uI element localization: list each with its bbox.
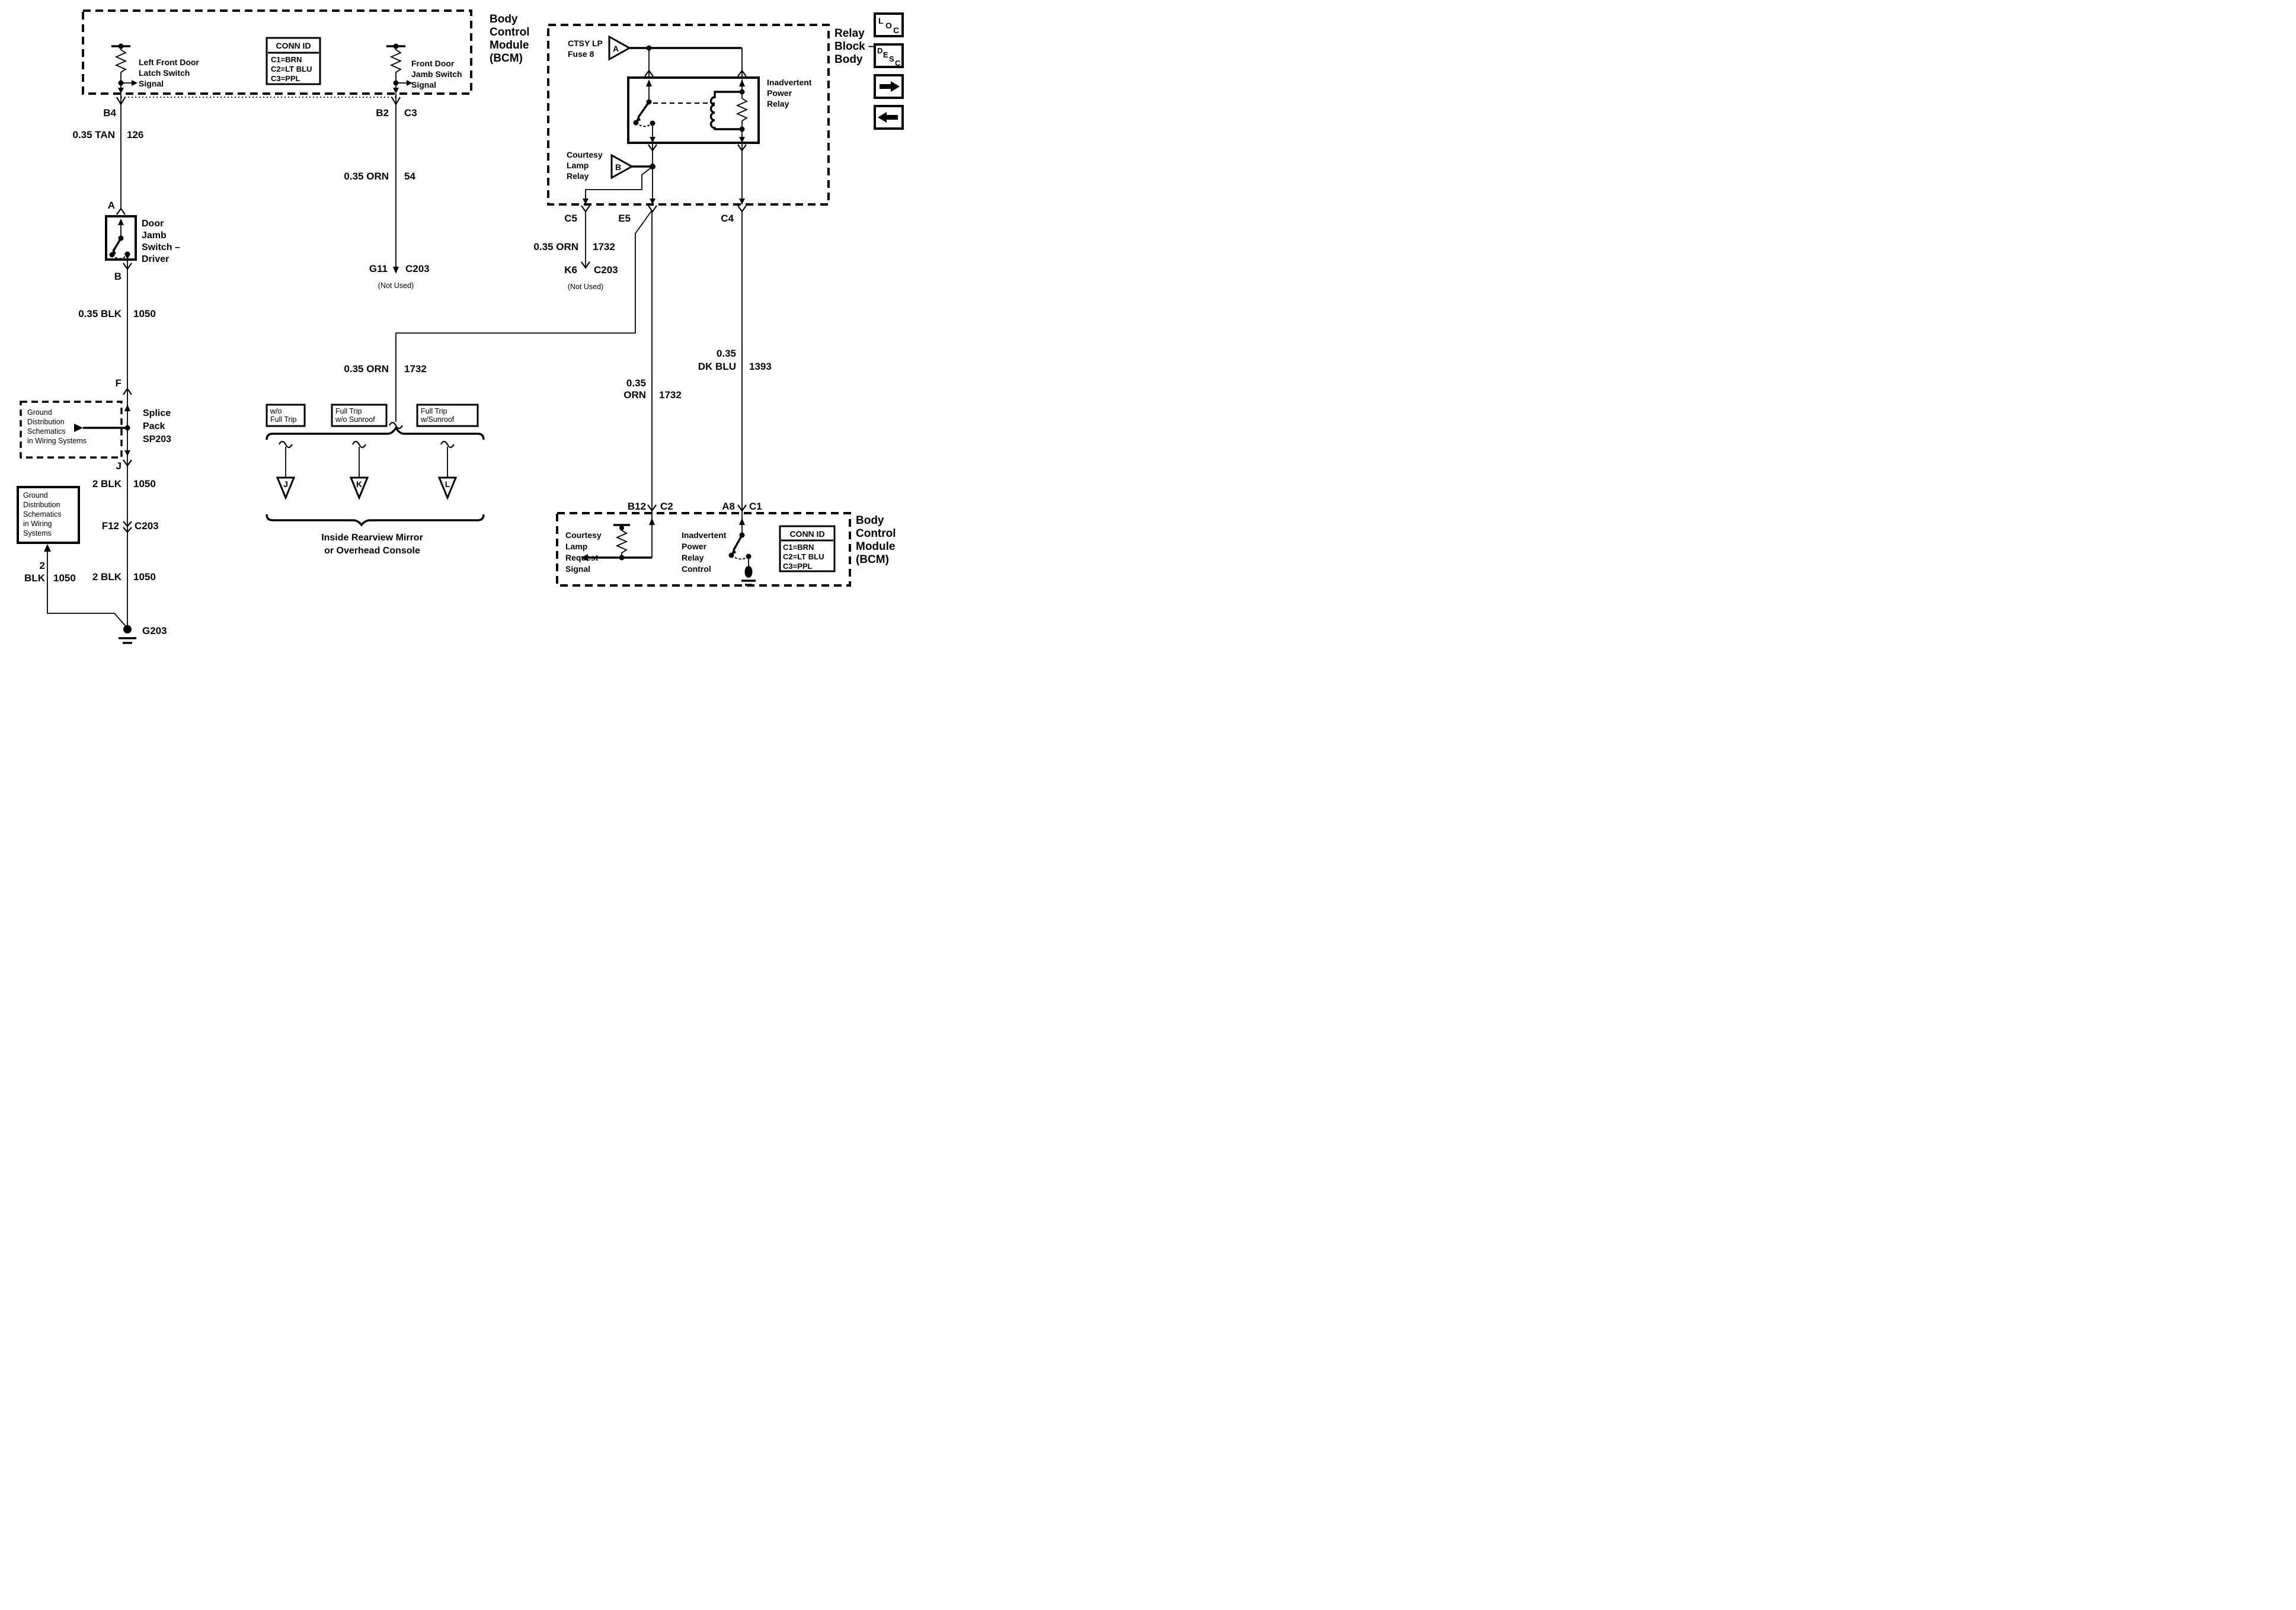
loc-button[interactable]: [875, 14, 903, 36]
connector-chevron: [581, 206, 590, 212]
connector-chevron: [117, 209, 125, 215]
svg-text:Signal: Signal: [139, 79, 164, 88]
svg-text:Lamp: Lamp: [567, 161, 589, 170]
svg-text:(BCM): (BCM): [490, 52, 523, 65]
nav-icons: [875, 14, 903, 129]
svg-text:B: B: [615, 162, 622, 172]
svg-text:L: L: [445, 479, 450, 489]
pin-a: A: [107, 200, 115, 211]
svg-text:Pack: Pack: [143, 421, 165, 431]
svg-text:Fuse 8: Fuse 8: [568, 49, 594, 59]
relay-control-label: Inadvertent: [682, 530, 727, 540]
svg-text:Switch –: Switch –: [142, 242, 180, 252]
relay-block-module: [548, 25, 875, 224]
svg-text:C3=PPL: C3=PPL: [783, 562, 813, 571]
jamb-switch-resistor-symbol: [386, 44, 412, 94]
svg-text:w/o: w/o: [270, 407, 282, 415]
svg-text:w/o Sunroof: w/o Sunroof: [335, 415, 375, 424]
svg-text:w/Sunroof: w/Sunroof: [421, 415, 455, 424]
svg-text:Latch Switch: Latch Switch: [139, 68, 190, 78]
inadvertent-relay-label: Inadvertent: [767, 78, 812, 87]
forward-arrow-icon: [880, 81, 900, 92]
pin-b4: B4: [103, 107, 116, 119]
svg-text:2 BLK: 2 BLK: [92, 478, 121, 489]
latch-switch-resistor-symbol: [111, 44, 137, 94]
svg-text:Signal: Signal: [565, 564, 591, 574]
svg-text:1050: 1050: [133, 308, 156, 319]
svg-text:Control: Control: [856, 527, 896, 540]
pin-k6: K6: [564, 264, 577, 276]
pin-e5: E5: [618, 213, 631, 224]
mirror-branch: [267, 210, 652, 556]
terminal-j: [277, 441, 294, 498]
inadvertent-power-relay: [628, 78, 759, 143]
svg-text:or Overhead Console: or Overhead Console: [324, 546, 420, 556]
svg-text:Jamb Switch: Jamb Switch: [411, 69, 462, 79]
svg-text:Power: Power: [767, 88, 792, 98]
svg-text:BLK: BLK: [24, 572, 45, 584]
relay-control-switch: [729, 533, 756, 585]
svg-text:Module: Module: [856, 540, 896, 553]
conn-id-header: CONN ID: [789, 529, 825, 539]
middle-circuit: [344, 94, 429, 290]
svg-text:DK BLU: DK BLU: [698, 361, 736, 372]
bcm-bottom-title: Body: [856, 514, 884, 527]
svg-text:1732: 1732: [659, 389, 682, 401]
svg-text:Control: Control: [490, 26, 530, 39]
bcm-top-title: Body: [490, 13, 518, 25]
option-box-fulltrip-w-sunroof: [417, 405, 478, 426]
svg-text:in Wiring Systems: in Wiring Systems: [27, 437, 87, 445]
svg-text:SP203: SP203: [143, 434, 172, 444]
ground-id: G203: [142, 625, 167, 636]
splice-arrow-icon: [74, 424, 83, 432]
svg-text:E: E: [883, 50, 888, 59]
conn-id-table-top: [267, 38, 320, 84]
pin-b2: B2: [376, 107, 389, 119]
relay-coil: [711, 92, 743, 129]
svg-text:C203: C203: [594, 264, 618, 276]
option-box-fulltrip-wo-sunroof: [332, 405, 386, 426]
svg-text:Power: Power: [682, 542, 707, 551]
svg-text:Distribution: Distribution: [27, 418, 65, 426]
wire-label: 0.35 TAN: [72, 129, 115, 140]
svg-text:C3=PPL: C3=PPL: [271, 74, 300, 83]
svg-text:Request: Request: [565, 553, 599, 562]
relay-output-wires: [533, 212, 771, 558]
svg-text:0.35 ORN: 0.35 ORN: [344, 363, 389, 375]
svg-text:Ground: Ground: [23, 491, 48, 500]
svg-text:1050: 1050: [133, 571, 156, 582]
svg-text:Signal: Signal: [411, 80, 437, 89]
svg-text:1732: 1732: [404, 363, 427, 375]
svg-text:0.35 ORN: 0.35 ORN: [533, 241, 578, 252]
svg-text:0.35 ORN: 0.35 ORN: [344, 171, 389, 182]
splice-pack-label: Splice: [143, 408, 171, 418]
signal-right-arrow-icon: [132, 80, 137, 86]
bcm-top-module: [83, 11, 530, 97]
pin-c2: C2: [660, 501, 673, 512]
pin-c3: C3: [404, 107, 417, 119]
svg-text:C203: C203: [405, 263, 430, 274]
conn-c203: C203: [135, 520, 159, 532]
internal-ground-icon: [745, 566, 753, 578]
diagram-canvas: [0, 0, 918, 644]
terminal-l: [439, 441, 456, 498]
svg-text:Schematics: Schematics: [27, 427, 66, 436]
pin-c1: C1: [749, 501, 762, 512]
svg-text:0.35: 0.35: [716, 348, 736, 359]
svg-text:Distribution: Distribution: [23, 501, 60, 509]
svg-text:1732: 1732: [593, 241, 615, 252]
svg-text:1393: 1393: [749, 361, 772, 372]
svg-text:Schematics: Schematics: [23, 510, 62, 518]
wiring-diagram-page: [0, 0, 918, 644]
door-jamb-switch-label: Door: [142, 219, 164, 229]
terminal-k: [351, 441, 367, 498]
svg-text:0.35 BLK: 0.35 BLK: [78, 308, 121, 319]
svg-text:Block –: Block –: [834, 40, 875, 53]
svg-text:1050: 1050: [133, 478, 156, 489]
wire-circuit: 126: [127, 129, 144, 140]
mirror-caption: Inside Rearview Mirror: [321, 533, 423, 543]
svg-text:C1=BRN: C1=BRN: [783, 543, 814, 552]
ground-distribution-box: [18, 487, 79, 543]
svg-text:C2=LT BLU: C2=LT BLU: [783, 552, 824, 561]
mirror-under-brace: [267, 514, 484, 525]
svg-text:K: K: [356, 479, 363, 489]
svg-text:Full Trip: Full Trip: [335, 407, 362, 415]
left-circuit: [18, 94, 180, 643]
pin-c5: C5: [564, 213, 577, 224]
svg-text:Jamb: Jamb: [142, 231, 167, 241]
svg-text:Full Trip: Full Trip: [421, 407, 447, 415]
svg-text:Relay: Relay: [567, 171, 589, 181]
svg-text:J: J: [283, 479, 288, 489]
pin-a8: A8: [722, 501, 735, 512]
svg-text:A: A: [612, 44, 619, 53]
conn-id-table-bottom: [780, 526, 834, 571]
ground-branch-arrow-icon: [44, 544, 51, 552]
pin-j: J: [116, 460, 121, 472]
svg-text:in Wiring: in Wiring: [23, 520, 52, 528]
svg-text:Systems: Systems: [23, 529, 52, 537]
svg-text:0.35: 0.35: [626, 377, 646, 389]
ground-branch-wire: [47, 552, 127, 628]
pin-g11: G11: [369, 263, 388, 274]
conn-id-header: CONN ID: [276, 41, 311, 50]
relay-block-title: Relay: [834, 27, 865, 40]
fuse-label: CTSY LP: [568, 39, 603, 48]
branch-over-brace: [267, 428, 484, 440]
svg-text:S: S: [889, 55, 894, 63]
latch-switch-label: Left Front Door: [139, 57, 199, 67]
back-arrow-icon: [878, 112, 898, 123]
svg-text:C2=LT BLU: C2=LT BLU: [271, 65, 312, 73]
svg-text:D: D: [877, 46, 883, 55]
connector-chevron: [738, 206, 746, 212]
svg-text:L: L: [878, 16, 884, 25]
courtesy-signal-label: Courtesy: [565, 530, 602, 540]
pin-b12: B12: [627, 501, 646, 512]
splice-pack: [21, 402, 130, 457]
svg-text:(Not Used): (Not Used): [567, 283, 604, 291]
svg-text:O: O: [885, 21, 892, 30]
svg-text:Relay: Relay: [767, 99, 789, 108]
svg-text:1050: 1050: [53, 572, 76, 584]
svg-text:C: C: [893, 25, 900, 35]
courtesy-lamp-relay-label: Courtesy: [567, 150, 603, 159]
splice-box-note: Ground: [27, 408, 52, 417]
svg-text:Lamp: Lamp: [565, 542, 588, 551]
svg-text:2 BLK: 2 BLK: [92, 571, 121, 582]
svg-text:Driver: Driver: [142, 254, 170, 264]
door-jamb-switch: [106, 216, 136, 260]
svg-text:54: 54: [404, 171, 415, 182]
svg-text:2: 2: [39, 560, 45, 571]
svg-text:Module: Module: [490, 39, 529, 52]
pin-f12: F12: [101, 520, 119, 532]
svg-text:ORN: ORN: [623, 389, 646, 401]
back-button[interactable]: [875, 106, 903, 129]
option-box-wo-fulltrip: [267, 405, 305, 426]
bcm-bottom-module: [557, 501, 896, 585]
connector-chevron: [648, 206, 657, 212]
svg-text:C: C: [895, 59, 901, 68]
svg-text:Control: Control: [682, 564, 711, 574]
svg-text:C1=BRN: C1=BRN: [271, 55, 302, 64]
desc-button[interactable]: [875, 44, 903, 68]
forward-button[interactable]: [875, 75, 903, 98]
svg-text:Body: Body: [834, 53, 863, 66]
pin-f: F: [115, 377, 121, 389]
ground-g203-symbol: [119, 625, 136, 643]
svg-text:(BCM): (BCM): [856, 553, 889, 566]
svg-text:(Not Used): (Not Used): [378, 281, 414, 290]
pin-c4: C4: [721, 213, 734, 224]
svg-text:Full Trip: Full Trip: [270, 415, 297, 424]
jamb-switch-label: Front Door: [411, 59, 455, 68]
pin-b: B: [114, 271, 121, 282]
svg-text:Relay: Relay: [682, 553, 704, 562]
